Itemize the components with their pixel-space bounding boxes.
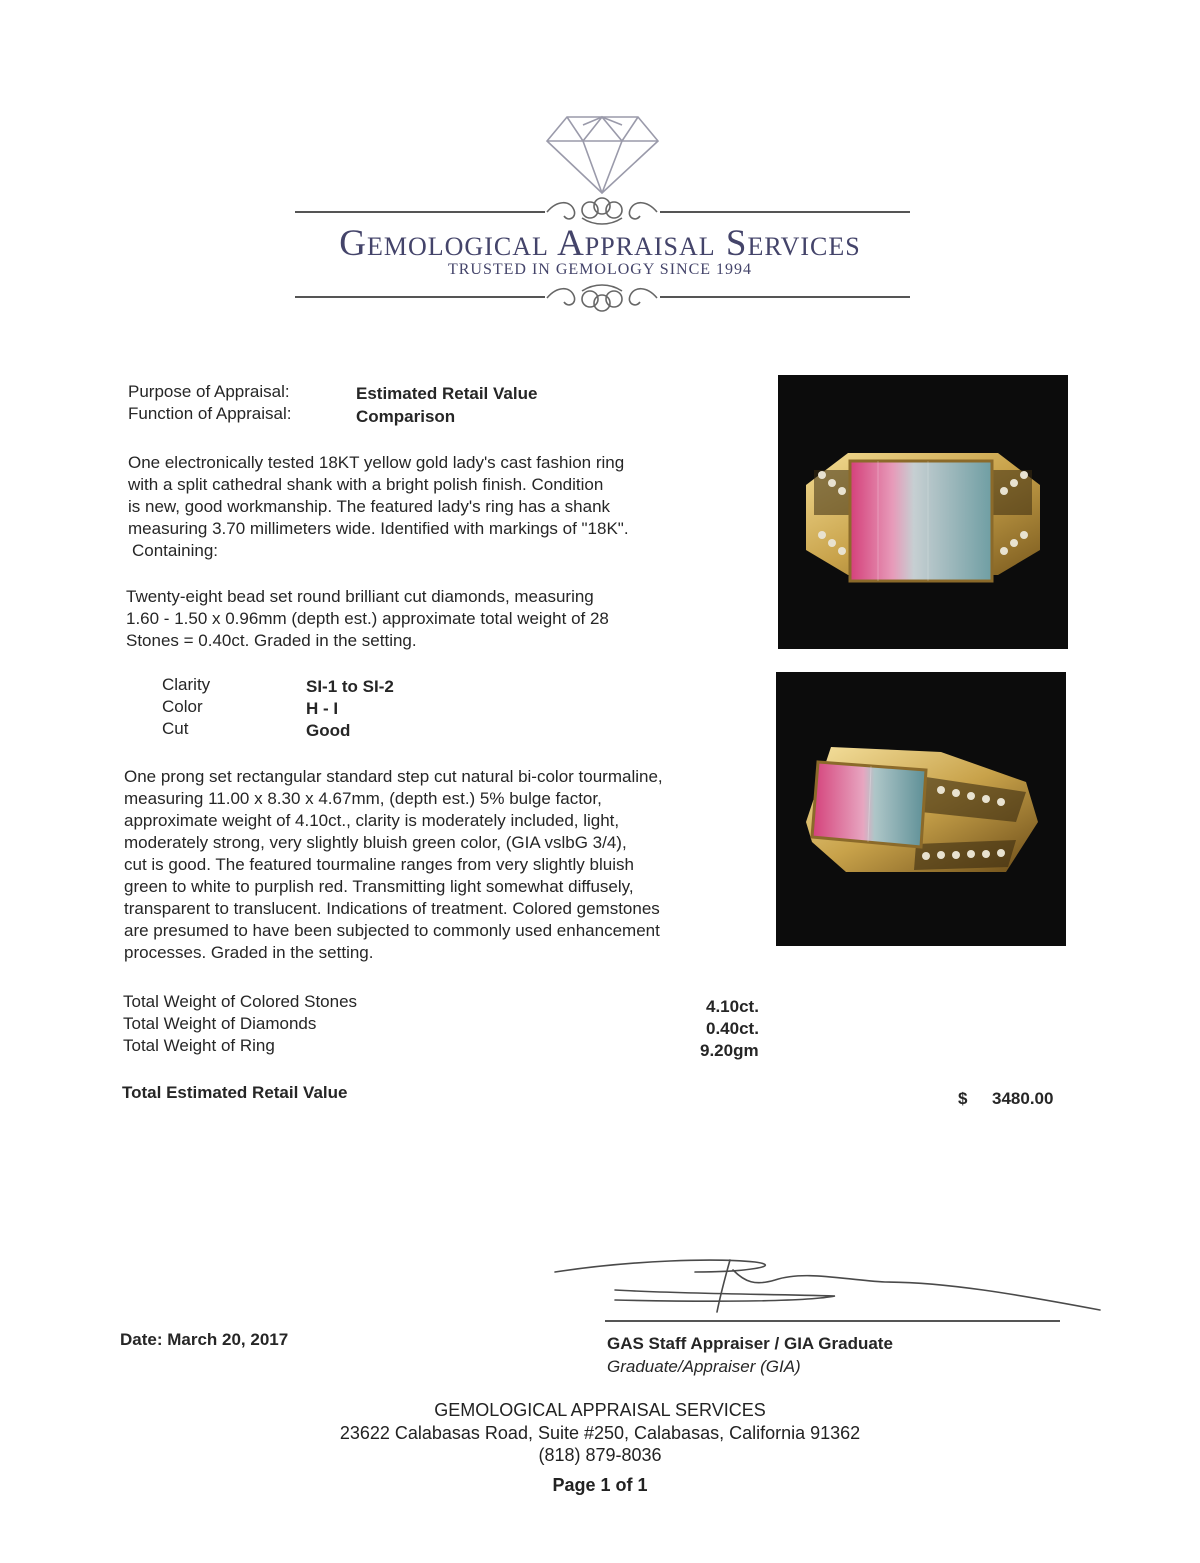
footer-phone: (818) 879-8036: [538, 1445, 662, 1465]
diamond-logo-icon: [545, 115, 660, 195]
ring-photo-top: [778, 375, 1068, 649]
retail-amount: 3480.00: [992, 1089, 1054, 1108]
text-line: Twenty-eight bead set round brilliant cut diamonds, measuring: [126, 587, 594, 606]
signature-rule: [605, 1320, 1060, 1322]
header-rule-bottom-left: [295, 296, 545, 298]
page-number: Page 1 of 1: [552, 1475, 648, 1495]
total-diamonds-label: Total Weight of Diamonds: [123, 1014, 317, 1033]
text-line: 1.60 - 1.50 x 0.96mm (depth est.) approximate total weight of 28: [126, 609, 609, 628]
total-diamonds-value: 0.40ct.: [706, 1019, 759, 1038]
function-value: Comparison: [356, 407, 456, 426]
retail-value-label: Total Estimated Retail Value: [122, 1083, 348, 1102]
tourmaline-description: [124, 766, 764, 964]
flourish-ornament-icon: [542, 282, 662, 314]
grade-clarity-value: SI-1 to SI-2: [306, 677, 394, 696]
text-line: cut is good. The featured tourmaline ranges from very slightly bluish: [124, 855, 634, 874]
total-ring-weight-label: Total Weight of Ring: [123, 1036, 275, 1055]
text-line: One electronically tested 18KT yellow gold lady's cast fashion ring: [128, 453, 625, 472]
text-line: measuring 11.00 x 8.30 x 4.67mm, (depth est.) 5% bulge factor,: [124, 789, 602, 808]
text-line: measuring 3.70 millimeters wide. Identified with markings of "18K".: [128, 519, 629, 538]
header-rule-bottom-right: [660, 296, 910, 298]
total-colored-stones-value: 4.10ct.: [706, 997, 759, 1016]
text-line: are presumed to have been subjected to commonly used enhancement: [124, 921, 660, 940]
text-line: Containing:: [132, 541, 219, 560]
purpose-label: Purpose of Appraisal:: [128, 382, 290, 401]
handwritten-signature-icon: [545, 1252, 1105, 1322]
ring-photo-angle: [776, 672, 1066, 946]
appraisal-date: Date: March 20, 2017: [120, 1330, 289, 1349]
text-line: moderately strong, very slightly bluish green color, (GIA vslbG 3/4),: [124, 833, 627, 852]
total-ring-weight-value: 9.20gm: [700, 1041, 759, 1060]
text-line: Stones = 0.40ct. Graded in the setting.: [126, 631, 417, 650]
text-line: approximate weight of 4.10ct., clarity is moderately included, light,: [124, 811, 620, 830]
company-name: Gemological Appraisal Services: [339, 223, 861, 264]
text-line: One prong set rectangular standard step cut natural bi-color tourmaline,: [124, 767, 663, 786]
header-rule-top-right: [660, 211, 910, 213]
ring-top-view-icon: [778, 375, 1068, 649]
header-rule-top-left: [295, 211, 545, 213]
text-line: with a split cathedral shank with a bright polish finish. Condition: [128, 475, 604, 494]
appraiser-subtitle: Graduate/Appraiser (GIA): [607, 1357, 801, 1376]
company-tagline: TRUSTED IN GEMOLOGY SINCE 1994: [447, 261, 753, 278]
text-line: transparent to translucent. Indications of treatment. Colored gemstones: [124, 899, 660, 918]
footer-address: 23622 Calabasas Road, Suite #250, Calabasas, California 91362: [339, 1423, 861, 1443]
text-line: processes. Graded in the setting.: [124, 943, 374, 962]
diamonds-description: [126, 586, 766, 652]
total-colored-stones-label: Total Weight of Colored Stones: [123, 992, 358, 1011]
ring-angle-view-icon: [776, 672, 1066, 946]
text-line: green to white to purplish red. Transmitting light somewhat diffusely,: [124, 877, 634, 896]
ring-description: [128, 452, 768, 562]
text-line: is new, good workmanship. The featured lady's ring has a shank: [128, 497, 611, 516]
grade-cut-label: Cut: [162, 719, 189, 738]
grade-color-label: Color: [162, 697, 203, 716]
footer-company: GEMOLOGICAL APPRAISAL SERVICES: [434, 1400, 766, 1420]
purpose-value: Estimated Retail Value: [356, 384, 538, 403]
retail-currency: $: [958, 1089, 968, 1108]
grade-cut-value: Good: [306, 721, 351, 740]
appraiser-title: GAS Staff Appraiser / GIA Graduate: [607, 1334, 893, 1353]
grade-clarity-label: Clarity: [162, 675, 211, 694]
function-label: Function of Appraisal:: [128, 404, 292, 423]
grade-color-value: H - I: [306, 699, 339, 718]
